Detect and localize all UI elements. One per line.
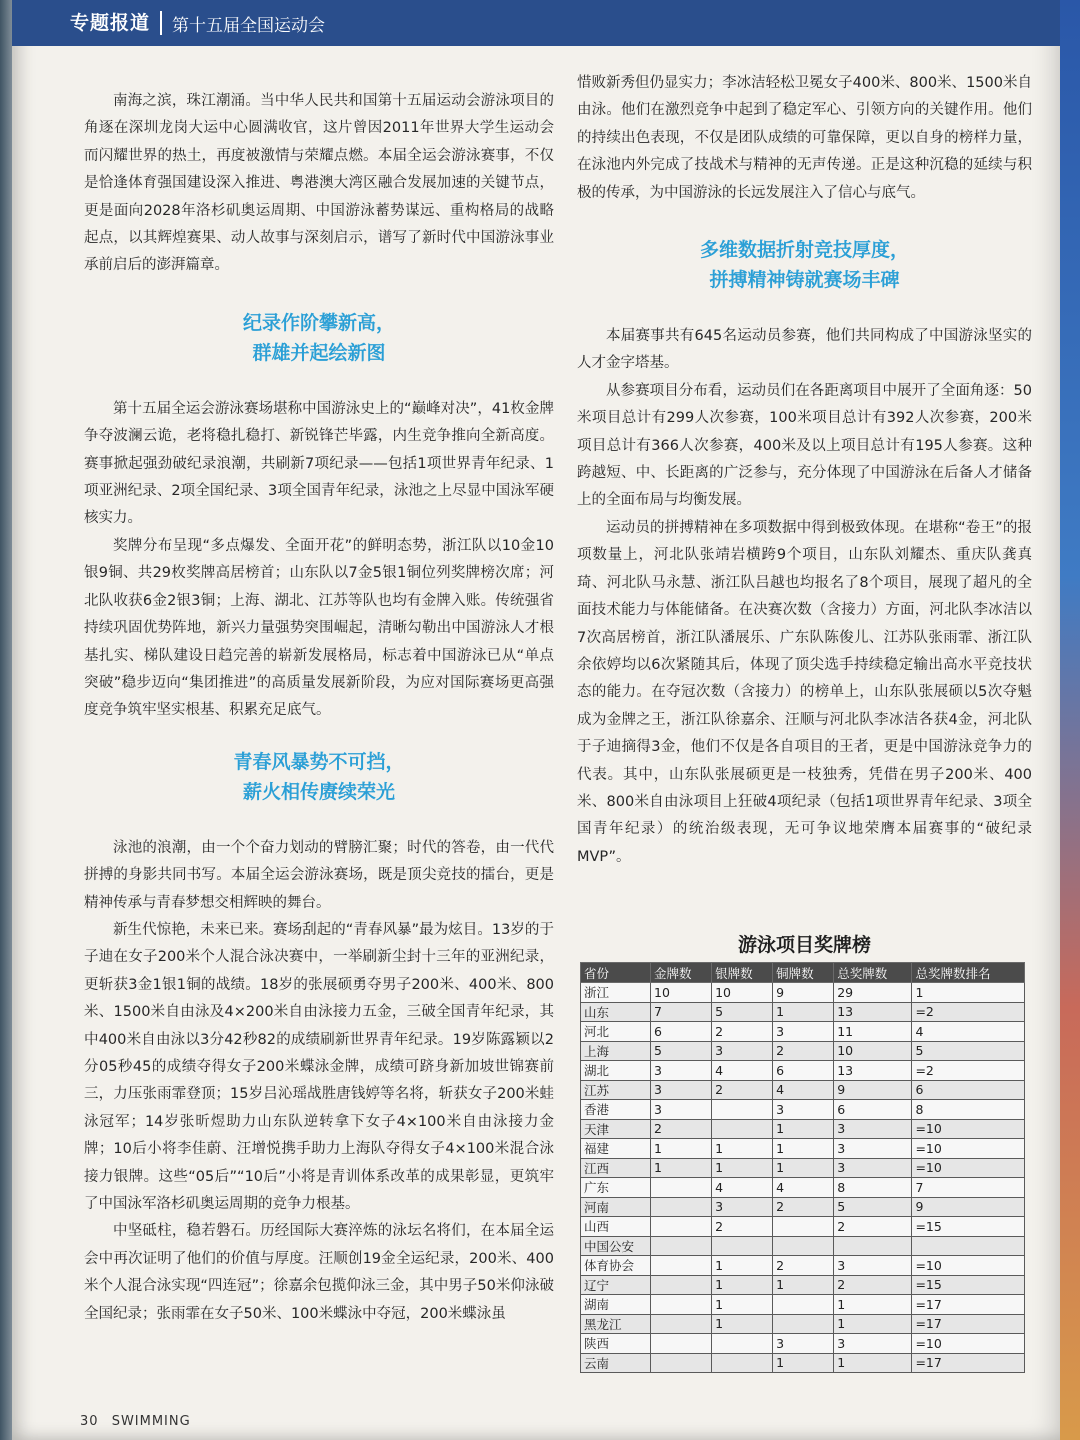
table-cell: 6: [651, 1022, 712, 1042]
province-cell: 浙江: [581, 983, 651, 1003]
table-cell: [651, 1275, 712, 1295]
table-cell: 9: [834, 1080, 912, 1100]
province-cell: 福建: [581, 1139, 651, 1159]
table-cell: 2: [834, 1217, 912, 1237]
table-cell: 1: [773, 1002, 834, 1022]
table-cell: 1: [712, 1314, 773, 1334]
table-cell: 2: [773, 1256, 834, 1276]
table-cell: 1: [773, 1353, 834, 1373]
table-cell: 6: [912, 1080, 1025, 1100]
table-cell: =17: [912, 1295, 1025, 1315]
table-row: [581, 1002, 1025, 1022]
heading-line-1: 纪录作阶攀新高，: [242, 311, 395, 334]
table-cell: 1: [773, 1139, 834, 1159]
table-cell: [834, 1236, 912, 1256]
table-cell: 6: [773, 1061, 834, 1081]
section-heading-records: [84, 308, 554, 368]
table-cell: 10: [834, 1041, 912, 1061]
header-bar: [12, 0, 1060, 46]
next-page-edge: [1058, 0, 1080, 1440]
table-cell: 2: [712, 1217, 773, 1237]
table-cell: 3: [651, 1080, 712, 1100]
table-header-cell: 金牌数: [651, 963, 712, 983]
table-cell: =15: [912, 1217, 1025, 1237]
table-row: [581, 1197, 1025, 1217]
table-row: [581, 1041, 1025, 1061]
table-cell: [651, 1178, 712, 1198]
table-row: [581, 1314, 1025, 1334]
heading-line-2: 群雄并起绘新图: [252, 341, 386, 364]
province-cell: 辽宁: [581, 1275, 651, 1295]
table-cell: [773, 1236, 834, 1256]
table-cell: [712, 1236, 773, 1256]
table-cell: 8: [834, 1178, 912, 1198]
table-cell: 1: [912, 983, 1025, 1003]
table-cell: 1: [773, 1119, 834, 1139]
province-cell: 湖南: [581, 1295, 651, 1315]
table-header-cell: 总奖牌数: [834, 963, 912, 983]
table-cell: =10: [912, 1158, 1025, 1178]
table-header-cell: 总奖牌数排名: [912, 963, 1025, 983]
table-cell: 2: [651, 1119, 712, 1139]
table-cell: 1: [712, 1295, 773, 1315]
page-footer: [80, 1414, 191, 1429]
table-cell: [651, 1197, 712, 1217]
table-cell: [651, 1236, 712, 1256]
table-cell: [712, 1334, 773, 1354]
table-cell: =10: [912, 1139, 1025, 1159]
table-cell: [712, 1100, 773, 1120]
table-cell: 3: [712, 1197, 773, 1217]
table-cell: 1: [712, 1158, 773, 1178]
table-cell: 3: [651, 1061, 712, 1081]
table-cell: 4: [773, 1178, 834, 1198]
province-cell: 广东: [581, 1178, 651, 1198]
table-cell: 3: [834, 1119, 912, 1139]
table-cell: 5: [712, 1002, 773, 1022]
paragraph-spirit: 运动员的拼搏精神在多项数据中得到极致体现。在堪称“卷王”的报项数量上，河北队张靖岩横跨9个项目，山东队刘耀杰、重庆队龚真琦、河北队马永慧、浙江队吕越也均报名了8个项目，展现了超凡的全面技术能力与体能储备。在决赛次数（含接力）方面，河北队李冰洁以7次高居榜首，浙江队潘展乐、广东队陈俊儿、江苏队张雨霏、浙江队余依婷均以6次紧随其后，体现了顶尖选手持续稳定输出高水平竞技状态的能力。在夺冠次数（含接力）的榜单上，山东队张展硕以5次夺魁成为金牌之王，浙江队徐嘉余、汪顺与河北队李冰洁各获4金，河北队于子迪摘得3金，他们不仅是各自项目的王者，更是中国游泳竞争力的代表。其中，山东队张展硕更是一枝独秀，凭借在男子200米、400米、800米自由泳项目上狂破4项纪录（包括1项世界青年纪录、3项全国青年纪录）的统治级表现，无可争议地荣膺本届赛事的“破纪录MVP”。: [577, 519, 1032, 865]
table-cell: 3: [712, 1041, 773, 1061]
table-cell: 1: [834, 1314, 912, 1334]
table-cell: [773, 1314, 834, 1334]
table-cell: [712, 1353, 773, 1373]
table-cell: 1: [773, 1158, 834, 1178]
table-cell: 11: [834, 1022, 912, 1042]
table-cell: 2: [834, 1275, 912, 1295]
table-cell: 29: [834, 983, 912, 1003]
table-cell: 4: [773, 1080, 834, 1100]
table-row: [581, 1178, 1025, 1198]
table-cell: 10: [651, 983, 712, 1003]
table-header-cell: 省份: [581, 963, 651, 983]
table-row: [581, 1119, 1025, 1139]
table-row: [581, 983, 1025, 1003]
table-cell: [651, 1353, 712, 1373]
table-cell: [773, 1217, 834, 1237]
table-cell: =10: [912, 1334, 1025, 1354]
table-body: [581, 983, 1025, 1373]
table-row: [581, 1275, 1025, 1295]
table-cell: 10: [712, 983, 773, 1003]
table-cell: =2: [912, 1061, 1025, 1081]
medal-table: [580, 962, 1025, 1373]
table-cell: 4: [912, 1022, 1025, 1042]
table-cell: =10: [912, 1119, 1025, 1139]
table-cell: 2: [712, 1080, 773, 1100]
province-cell: 河北: [581, 1022, 651, 1042]
table-row: [581, 1217, 1025, 1237]
table-cell: [651, 1295, 712, 1315]
table-cell: 5: [834, 1197, 912, 1217]
page-number: 30: [80, 1414, 99, 1429]
table-cell: 2: [773, 1041, 834, 1061]
table-cell: 3: [834, 1334, 912, 1354]
table-row: [581, 1100, 1025, 1120]
table-cell: 1: [773, 1275, 834, 1295]
table-header-row: [581, 963, 1025, 983]
heading-line-1: 多维数据折射竞技厚度，: [699, 239, 909, 262]
table-cell: 6: [834, 1100, 912, 1120]
table-cell: [912, 1236, 1025, 1256]
table-cell: 1: [712, 1275, 773, 1295]
province-cell: 黑龙江: [581, 1314, 651, 1334]
intro-paragraph: 南海之滨，珠江潮涌。当中华人民共和国第十五届运动会游泳项目的角逐在深圳龙岗大运中心圆满收官，这片曾因2011年世界大学生运动会而闪耀世界的热土，再度被激情与荣耀点燃。本届全运会游泳赛事，不仅是恰逢体育强国建设深入推进、粤港澳大湾区融合发展加速的关键节点，更是面向2028年洛杉矶奥运周期、中国游泳蓄势谋远、重构格局的战略起点，以其辉煌赛果、动人故事与深刻启示，谱写了新时代中国游泳事业承前启后的澎湃篇章。: [84, 93, 554, 274]
heading-line-2: 薪火相传赓续荣光: [242, 780, 395, 803]
magazine-page: [12, 0, 1060, 1440]
section-tag: 专题报道: [12, 11, 162, 35]
paragraph-athletes: 本届赛事共有645名运动员参赛，他们共同构成了中国游泳坚实的人才金字塔基。: [577, 328, 1032, 372]
province-cell: 体育协会: [581, 1256, 651, 1276]
table-cell: 1: [712, 1256, 773, 1276]
table-row: [581, 1295, 1025, 1315]
table-row: [581, 1236, 1025, 1256]
province-cell: 江苏: [581, 1080, 651, 1100]
paragraph-continued: 惜败新秀但仍显实力；李冰洁轻松卫冕女子400米、800米、1500米自由泳。他们在激烈竞争中起到了稳定军心、引领方向的关键作用。他们的持续出色表现，不仅是团队成绩的可靠保障，更以自身的榜样力量，在泳池内外完成了技战术与精神的无声传递。正是这种沉稳的延续与积极的传承，为中国游泳的长远发展注入了信心与底气。: [577, 75, 1032, 201]
table-cell: 9: [912, 1197, 1025, 1217]
table-cell: 1: [834, 1295, 912, 1315]
table-cell: 3: [773, 1334, 834, 1354]
table-cell: [773, 1295, 834, 1315]
table-cell: 9: [773, 983, 834, 1003]
table-cell: 7: [651, 1002, 712, 1022]
table-cell: 3: [834, 1139, 912, 1159]
table-cell: 3: [651, 1100, 712, 1120]
table-cell: 13: [834, 1061, 912, 1081]
heading-line-1: 青春风暴势不可挡，: [233, 750, 405, 773]
paragraph-veterans: 中坚砥柱，稳若磐石。历经国际大赛淬炼的泳坛名将们，在本届全运会中再次证明了他们的价值与厚度。汪顺创19金全运纪录，200米、400米个人混合泳实现“四连冠”；徐嘉余包揽仰泳三金，其中男子50米仰泳破全国纪录；张雨霏在女子50米、100米蝶泳中夺冠，200米蝶泳虽: [84, 1223, 554, 1322]
table-row: [581, 1256, 1025, 1276]
table-row: [581, 1061, 1025, 1081]
table-cell: 3: [773, 1022, 834, 1042]
paragraph-medals: 奖牌分布呈现“多点爆发、全面开花”的鲜明态势，浙江队以10金10银9铜、共29枚奖牌高居榜首；山东队以7金5银1铜位列奖牌榜次席；河北队收获6金2银3铜；上海、湖北、江苏等队也均有金牌入账。传统强省持续巩固优势阵地，新兴力量强势突围崛起，清晰勾勒出中国游泳人才根基扎实、梯队建设日趋完善的崭新发展格局，标志着中国游泳已从“单点突破”稳步迈向“集团推进”的高质量发展新阶段，为应对国际赛场更高强度竞争筑牢坚实根基、积累充足底气。: [84, 537, 554, 719]
table-cell: 3: [834, 1256, 912, 1276]
table-cell: =15: [912, 1275, 1025, 1295]
table-cell: 2: [773, 1197, 834, 1217]
table-cell: 4: [712, 1061, 773, 1081]
table-cell: [651, 1256, 712, 1276]
province-cell: 河南: [581, 1197, 651, 1217]
table-cell: 3: [834, 1158, 912, 1178]
table-row: [581, 1353, 1025, 1373]
section-heading-data: [577, 235, 1032, 295]
province-cell: 中国公安: [581, 1236, 651, 1256]
table-cell: 1: [834, 1353, 912, 1373]
table-cell: 2: [712, 1022, 773, 1042]
table-cell: 1: [651, 1158, 712, 1178]
right-column: [577, 70, 1032, 871]
table-row: [581, 1334, 1025, 1354]
table-cell: =10: [912, 1256, 1025, 1276]
table-cell: 5: [651, 1041, 712, 1061]
table-cell: 7: [912, 1178, 1025, 1198]
province-cell: 山东: [581, 1002, 651, 1022]
magazine-name: SWIMMING: [111, 1414, 191, 1429]
table-cell: 3: [773, 1100, 834, 1120]
table-cell: [651, 1334, 712, 1354]
table-cell: 1: [651, 1139, 712, 1159]
province-cell: 香港: [581, 1100, 651, 1120]
table-cell: 1: [712, 1139, 773, 1159]
province-cell: 湖北: [581, 1061, 651, 1081]
table-cell: 5: [912, 1041, 1025, 1061]
province-cell: 山西: [581, 1217, 651, 1237]
section-heading-youth: [84, 747, 554, 807]
table-cell: 13: [834, 1002, 912, 1022]
paragraph-records: 第十五届全运会游泳赛场堪称中国游泳史上的“巅峰对决”，41枚金牌争夺波澜云诡，老将稳扎稳打、新锐锋芒毕露，内生竞争推向全新高度。赛事掀起强劲破纪录浪潮，共刷新7项纪录——包括1项世界青年纪录、1项亚洲纪录、2项全国纪录、3项全国青年纪录，泳池之上尽显中国泳军硬核实力。: [84, 400, 554, 527]
table-cell: =17: [912, 1314, 1025, 1334]
province-cell: 云南: [581, 1353, 651, 1373]
table-row: [581, 1080, 1025, 1100]
table-header-cell: 铜牌数: [773, 963, 834, 983]
table-header-cell: 银牌数: [712, 963, 773, 983]
paragraph-events: 从参赛项目分布看，运动员们在各距离项目中展开了全面角逐：50米项目总计有299人次参赛，100米项目总计有392人次参赛，200米项目总计有366人次参赛，400米及以上项目总计有195人参赛。这种跨越短、中、长距离的广泛参与，充分体现了中国游泳在后备人才储备上的全面布局与均衡发展。: [577, 382, 1032, 509]
province-cell: 天津: [581, 1119, 651, 1139]
table-cell: [712, 1119, 773, 1139]
table-cell: [651, 1217, 712, 1237]
paragraph-pool: 泳池的浪潮，由一个个奋力划动的臂膀汇聚；时代的答卷，由一代代拼搏的身影共同书写。本届全运会游泳赛场，既是顶尖竞技的擂台，更是精神传承与青春梦想交相辉映的舞台。: [84, 839, 554, 911]
province-cell: 江西: [581, 1158, 651, 1178]
section-subtitle: 第十五届全国运动会: [172, 15, 326, 36]
table-row: [581, 1022, 1025, 1042]
table-row: [581, 1158, 1025, 1178]
province-cell: 陕西: [581, 1334, 651, 1354]
paragraph-newgen: 新生代惊艳，未来已来。赛场刮起的“青春风暴”最为炫目。13岁的于子迪在女子200米个人混合泳决赛中，一举刷新尘封十三年的亚洲纪录，更斩获3金1银1铜的战绩。18岁的张展硕勇夺男子200米、400米、800米、1500米自由泳及4×200米自由泳接力五金，三破全国青年纪录，其中400米自由泳以3分42秒82的成绩刷新世界青年纪录。19岁陈露颖以2分05秒45的成绩夺得女子200米蝶泳金牌，成绩可跻身新加坡世锦赛前三，力压张雨霏登顶；15岁吕沁瑶战胜唐钱婷等名将，斩获女子200米蛙泳冠军；14岁张昕煜助力山东队逆转拿下女子4×100米自由泳接力金牌；10后小将李佳蔚、汪增悦携手助力上海队夺得女子4×100米混合泳接力银牌。这些“05后”“10后”小将是青训体系改革的成果彰显，更筑牢了中国泳军洛杉矶奥运周期的竞争力根基。: [84, 921, 554, 1212]
table-cell: 4: [712, 1178, 773, 1198]
heading-line-2: 拼搏精神铸就赛场丰碑: [709, 269, 900, 292]
province-cell: 上海: [581, 1041, 651, 1061]
table-cell: =2: [912, 1002, 1025, 1022]
table-row: [581, 1139, 1025, 1159]
table-cell: [651, 1314, 712, 1334]
table-cell: 8: [912, 1100, 1025, 1120]
medal-table-title: 游泳项目奖牌榜: [737, 934, 871, 956]
left-column: [84, 88, 554, 1328]
table-cell: =17: [912, 1353, 1025, 1373]
